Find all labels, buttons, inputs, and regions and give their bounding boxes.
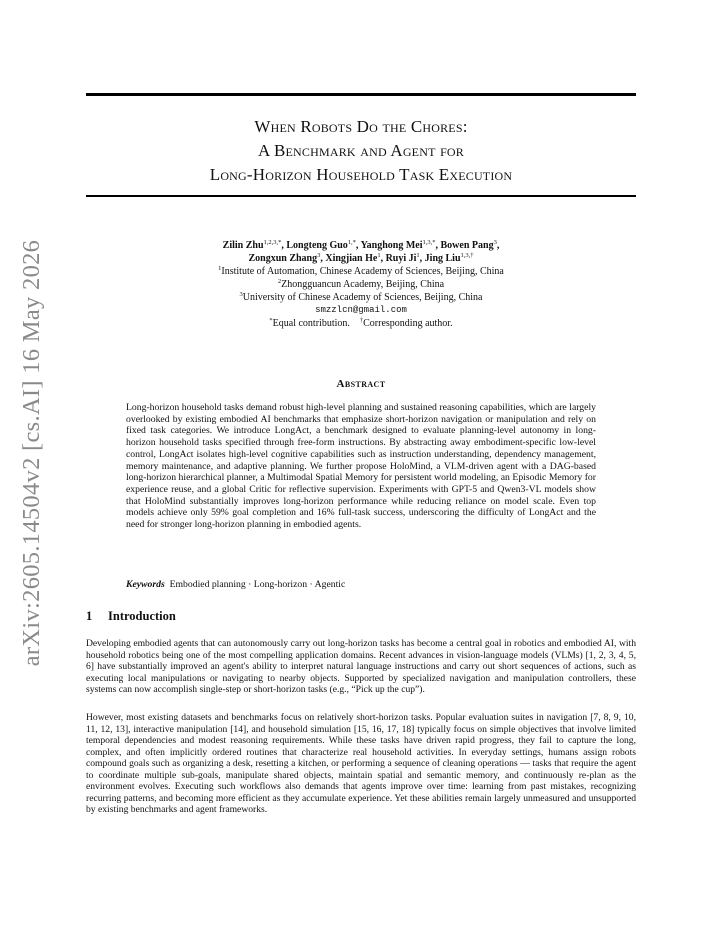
section-title: Introduction bbox=[108, 609, 176, 623]
affiliation-text: Zhongguancun Academy, Beijing, China bbox=[281, 279, 445, 290]
section-heading bbox=[86, 609, 176, 624]
note-sup: * bbox=[269, 317, 273, 324]
author-name: Zilin Zhu bbox=[222, 240, 264, 251]
author-name: Longteng Guo bbox=[286, 240, 348, 251]
affiliation-sup: 2 bbox=[277, 278, 282, 285]
affiliation-text: Institute of Automation, Chinese Academy of Sciences, Beijing, China bbox=[221, 266, 504, 277]
arxiv-id: arXiv:2605.14504v2 [cs.AI] 16 May 2026 bbox=[18, 239, 45, 667]
author-sup: 1,3,* bbox=[422, 239, 436, 246]
author-line: Zilin Zhu$^{1,2,3,*}$, Longteng Guo$^{1,*}$, Yanghong Mei$^{1,3,*}$, Bowen Pang$^3$, bbox=[222, 239, 500, 251]
author-email[interactable]: smzzlcn@gmail.com bbox=[315, 305, 407, 315]
arxiv-sidebar-stamp bbox=[10, 239, 54, 667]
keywords-label: Keywords bbox=[126, 579, 165, 590]
affiliation bbox=[86, 265, 636, 278]
corresponding-author-note: Corresponding author. bbox=[363, 318, 453, 329]
author-sup: 1 bbox=[416, 252, 420, 259]
title-line: A Benchmark and Agent for bbox=[257, 141, 465, 160]
keywords-line bbox=[126, 579, 596, 590]
intro-paragraph: However, most existing datasets and benchmarks focus on relatively short-horizon tasks. Popular evaluation suites in navigation [7, 8, 9, 10, 11, 12, 13], interactive manipulation [14], and household simulation [15, 16, 17, 18] typically focus on simple objectives that involve limited temporal dependencies and modest reasoning requirements. While these tasks have driven rapid progress, they fail to capture the long, complex, and often implicitly ordered routines that characterize real household activities. In everyday settings, humans assign robots compound goals such as organizing a desk, resetting a kitchen, or performing a sequence of cleaning operations — tasks that require the agent to coordinate multiple sub-goals, manipulate shared objects, maintain spatial and semantic memory, and continuously re-plan as the environment evolves. Executing such workflows also demands that agents improve over time: learning from past mistakes, recognizing recurring patterns, and becoming more efficient as they accumulate experience. Yet these abilities remain largely unmeasured and unsupported by existing benchmarks and agent frameworks. bbox=[86, 712, 636, 816]
affiliation-text: University of Chinese Academy of Sciences, Beijing, China bbox=[242, 292, 483, 303]
affiliation bbox=[86, 278, 636, 291]
author-name: Ruyi Ji bbox=[385, 253, 417, 264]
section-number: 1 bbox=[86, 609, 93, 623]
paper-title bbox=[86, 115, 636, 187]
title-line: Long-Horizon Household Task Execution bbox=[209, 165, 513, 184]
title-line: When Robots Do the Chores: bbox=[254, 117, 468, 136]
intro-paragraph: Developing embodied agents that can autonomously carry out long-horizon tasks has become a central goal in robotics and embodied AI, with household robotics being one of the most compelling application domains. Recent advances in vision-language models (VLMs) [1, 2, 3, 4, 5, 6] have substantially improved an agent's ability to interpret natural language instructions and carry out short sequences of actions, such as executing local manipulations or navigating to nearby objects. Supported by specialized navigation and manipulation controllers, these systems can now accomplish single-step or short-horizon tasks (e.g., “Pick up the cup”). bbox=[86, 638, 636, 696]
keywords-text: Embodied planning · Long-horizon · Agentic bbox=[169, 579, 346, 590]
author-name: Xingjian He bbox=[325, 253, 378, 264]
author-name: Jing Liu bbox=[424, 253, 461, 264]
author-name: Yanghong Mei bbox=[360, 240, 423, 251]
author-sup: 1,* bbox=[347, 239, 356, 246]
note-sup: † bbox=[359, 317, 364, 324]
author-sup: 1,3,† bbox=[460, 252, 474, 259]
abstract-text: Long-horizon household tasks demand robust high-level planning and sustained reasoning capabilities, which are largely overlooked by existing embodied AI benchmarks that emphasize short-horizon navigation or manipulation and rely on fixed task categories. We introduce LongAct, a benchmark designed to evaluate planning-level autonomy in long-horizon household tasks specified through free-form instructions. By abstracting away embodiment-specific low-level control, LongAct isolates high-level cognitive capabilities such as instruction understanding, dependency management, memory maintenance, and adaptive planning. We further propose HoloMind, a VLM-driven agent with a DAG-based long-horizon hierarchical planner, a Multimodal Spatial Memory for persistent world modeling, an Episodic Memory for experience reuse, and a global Critic for reflective supervision. Experiments with GPT-5 and Qwen3-VL models show that HoloMind substantially improves long-horizon performance while reducing reliance on model scale. Even top models achieve only 59% goal completion and 16% full-task success, underscoring the difficulty of LongAct and the need for stronger long-horizon planning in embodied agents. bbox=[126, 402, 596, 531]
affiliation-sup: 3 bbox=[239, 291, 243, 298]
author-block bbox=[86, 239, 636, 330]
author-name: Bowen Pang bbox=[440, 240, 494, 251]
author-sup: 1,2,3,* bbox=[263, 239, 282, 246]
equal-contribution-note: Equal contribution. bbox=[272, 318, 350, 329]
author-name: Zongxun Zhang bbox=[248, 253, 318, 264]
author-notes bbox=[86, 317, 636, 330]
affiliation-sup: 1 bbox=[218, 265, 222, 272]
affiliation bbox=[86, 291, 636, 304]
abstract-heading: Abstract bbox=[336, 378, 386, 390]
title-bottom-rule bbox=[86, 195, 636, 197]
author-line: Zongxun Zhang$^3$, Xingjian He$^1$, Ruyi Ji$^1$, Jing Liu$^{1,3,\dagger}$ bbox=[248, 252, 474, 264]
author-sup: 1 bbox=[377, 252, 381, 259]
author-sup: 3 bbox=[493, 239, 497, 246]
author-sup: 3 bbox=[317, 252, 321, 259]
title-top-rule bbox=[86, 93, 636, 96]
